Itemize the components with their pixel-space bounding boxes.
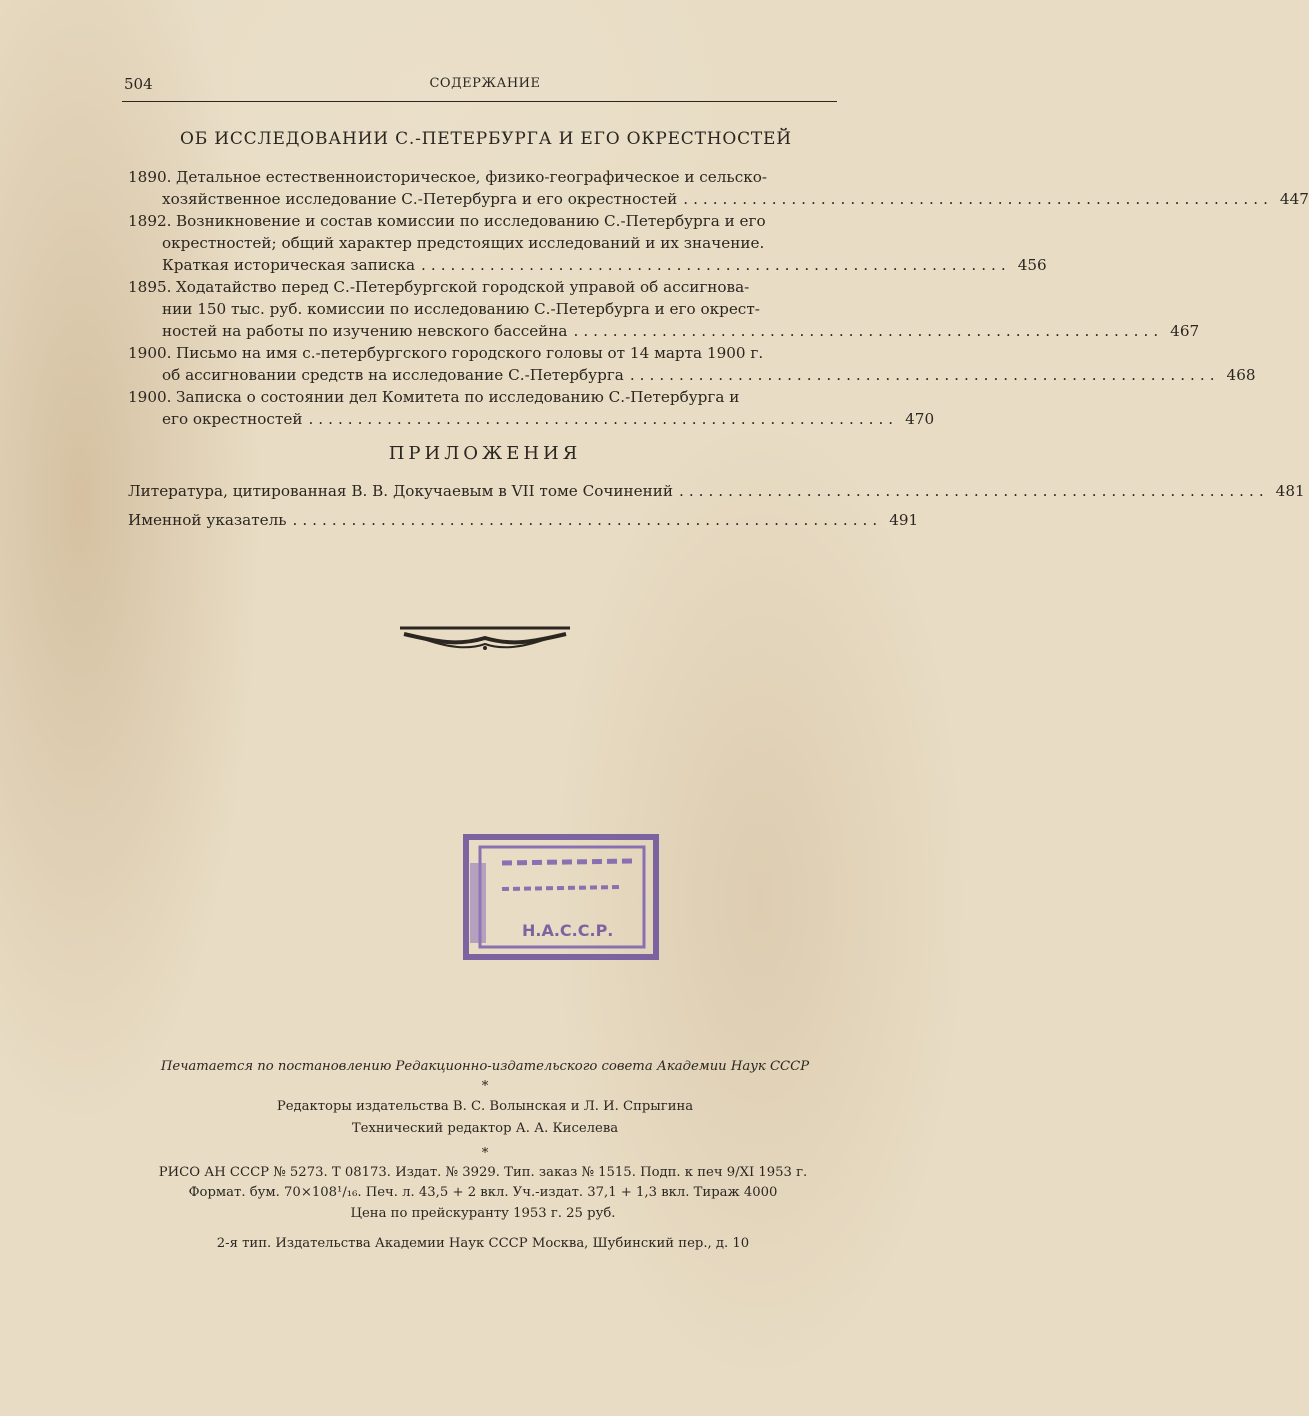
header-rule (122, 101, 837, 102)
entry-page: 467 (1170, 322, 1200, 340)
entry-text: окрестностей; общий характер предстоящих исследований и их значение. (162, 234, 765, 252)
entry-page: 468 (1226, 366, 1256, 384)
entry-year: 1900. (128, 388, 172, 406)
entry-text: хозяйственное исследование С.-Петербурга и его окрестностей (162, 190, 678, 208)
entry-year: 1890. (128, 168, 172, 186)
editors-line: Редакторы издательства В. С. Волынская и Л. И. Спрыгина (276, 1099, 694, 1114)
toc-entry (128, 276, 1200, 342)
entry-text: Ходатайство перед С.-Петербургской городской управой об ассигнова- (176, 278, 750, 296)
entry-page: 447 (1279, 190, 1309, 208)
appendix-entry (128, 506, 919, 535)
toc-entry (128, 386, 935, 430)
star-1: * (481, 1079, 489, 1094)
printer-line: 2-я тип. Издательства Академии Наук СССР Москва, Шубинский пер., д. 10 (216, 1236, 750, 1251)
entry-year: 1900. (128, 344, 172, 362)
stamp-text: Н.А.С.С.Р. (522, 921, 614, 940)
toc-entries (128, 166, 1309, 430)
tech-editor-line: Технический редактор А. А. Киселева (351, 1121, 619, 1136)
price-line: Цена по прейскуранту 1953 г. 25 руб. (350, 1206, 616, 1221)
appendix-entry (128, 477, 1305, 506)
entry-text: Возникновение и состав комиссии по исследованию С.-Петербурга и его (176, 212, 766, 230)
entry-page: 456 (1017, 256, 1047, 274)
entry-page: 470 (905, 410, 935, 428)
ornament-divider (398, 624, 572, 652)
leader-dots: ............................................................ (679, 482, 1269, 500)
entry-text: ностей на работы по изучению невского бассейна (162, 322, 568, 340)
riso-line: РИСО АН СССР № 5273. Т 08173. Издат. № 3929. Тип. заказ № 1515. Подп. к печ 9/XI 1953 г. (158, 1165, 808, 1180)
entry-text: Детальное естественноисторическое, физико-географическое и сельско- (176, 168, 767, 186)
approval-line: Печатается по постановлению Редакционно-издательского совета Академии Наук СССР (160, 1059, 810, 1074)
toc-entry (128, 166, 1309, 210)
star-2: * (481, 1146, 489, 1161)
entry-text: нии 150 тыс. руб. комиссии по исследованию С.-Петербурга и его окрест- (162, 300, 760, 318)
toc-entry (128, 210, 1047, 276)
leader-dots: ............................................................ (292, 511, 883, 529)
entry-text: Краткая историческая записка (162, 256, 416, 274)
appendix-entry-text: Литература, цитированная В. В. Докучаевым в VII томе Сочинений (128, 482, 673, 500)
leader-dots: ............................................................ (573, 322, 1164, 340)
running-header: СОДЕРЖАНИЕ (429, 76, 541, 91)
appendix-title: ПРИЛОЖЕНИЯ (388, 443, 582, 464)
page-number: 504 (124, 75, 153, 93)
leader-dots: ............................................................ (629, 366, 1220, 384)
leader-dots: ............................................................ (421, 256, 1011, 274)
entry-year: 1892. (128, 212, 172, 230)
appendix-entry-page: 491 (889, 511, 919, 529)
entry-text: Письмо на имя с.-петербургского городского головы от 14 марта 1900 г. (176, 344, 764, 362)
appendix-entries (128, 477, 1305, 535)
library-stamp (462, 833, 660, 961)
appendix-entry-page: 481 (1275, 482, 1305, 500)
format-line: Формат. бум. 70×108¹/₁₆. Печ. л. 43,5 + 2 вкл. Уч.-издат. 37,1 + 1,3 вкл. Тираж 4000 (188, 1185, 778, 1200)
section-title: ОБ ИССЛЕДОВАНИИ С.-ПЕТЕРБУРГА И ЕГО ОКРЕСТНОСТЕЙ (180, 129, 792, 149)
appendix-entry-text: Именной указатель (128, 511, 287, 529)
entry-text: его окрестностей (162, 410, 303, 428)
leader-dots: ............................................................ (308, 410, 899, 428)
entry-year: 1895. (128, 278, 172, 296)
entry-text: Записка о состоянии дел Комитета по исследованию С.-Петербурга и (176, 388, 740, 406)
toc-entry (128, 342, 1256, 386)
leader-dots: ............................................................ (683, 190, 1273, 208)
entry-text: об ассигновании средств на исследование С.-Петербурга (162, 366, 624, 384)
